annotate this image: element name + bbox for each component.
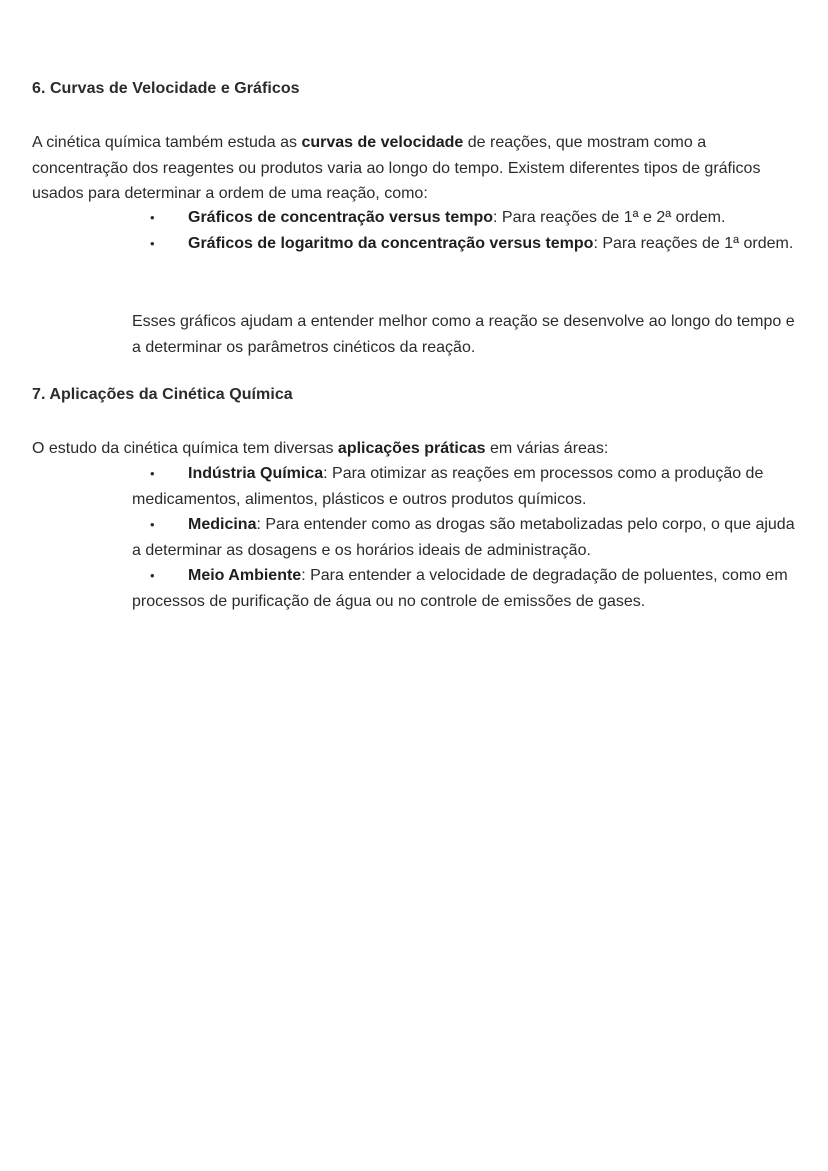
list-item-bold: Gráficos de concentração versus tempo (188, 209, 493, 226)
bullet-icon: • (150, 517, 155, 532)
section-6-heading: 6. Curvas de Velocidade e Gráficos (32, 80, 300, 97)
section-7-bullet-list (132, 461, 802, 614)
section-7-intro-bold: aplicações práticas (337, 440, 486, 457)
list-item (132, 512, 802, 563)
list-item-bold: Gráficos de logaritmo da concentração versus tempo (188, 234, 594, 252)
list-item (132, 205, 802, 231)
section-7-heading: 7. Aplicações da Cinética Química (32, 386, 293, 403)
section-6-intro-bold: curvas de velocidade (301, 134, 464, 151)
list-item (132, 563, 802, 614)
section-6-intro-text-1: A cinética química também estuda as (32, 134, 302, 151)
bullet-icon: • (150, 568, 155, 583)
section-6-closing: Esses gráficos ajudam a entender melhor como a reação se desenvolve ao longo do tempo e a determinar os parâmetros cinéticos da reação. (132, 313, 795, 356)
list-item-text: : Para entender a velocidade de degradação de poluentes, como em processos de purificação de água ou no controle de emissões de gases. (132, 567, 788, 610)
list-item-bold: Indústria Química (188, 465, 324, 482)
list-item-text: : Para reações de 1ª e 2ª ordem. (493, 209, 726, 226)
list-item (132, 461, 802, 512)
bullet-icon: • (150, 235, 155, 251)
list-item-text: : Para reações de 1ª ordem. (593, 234, 794, 252)
bullet-icon: • (150, 210, 155, 225)
list-item-bold: Medicina (188, 516, 257, 533)
section-7-intro-text-2: em várias áreas: (485, 440, 609, 457)
list-item-text: : Para otimizar as reações em processos como a produção de medicamentos, alimentos, plásticos e outros produtos químicos. (132, 465, 764, 508)
section-6-intro (32, 130, 802, 207)
list-item-text: : Para entender como as drogas são metabolizadas pelo corpo, o que ajuda a determinar as dosagens e os horários ideais de administração. (132, 516, 795, 559)
list-item-bold: Meio Ambiente (188, 567, 302, 584)
section-6-intro-text-2: de reações, que mostram como a concentração dos reagentes ou produtos varia ao longo do tempo. Existem diferentes tipos de gráficos usados para determinar a ordem de uma reação, como: (32, 134, 761, 202)
bullet-icon: • (150, 466, 155, 481)
section-7-intro (32, 436, 802, 462)
section-6-bullet-list (132, 205, 802, 256)
list-item (132, 231, 802, 257)
section-7-intro-text-1: O estudo da cinética química tem diversas (32, 440, 338, 457)
